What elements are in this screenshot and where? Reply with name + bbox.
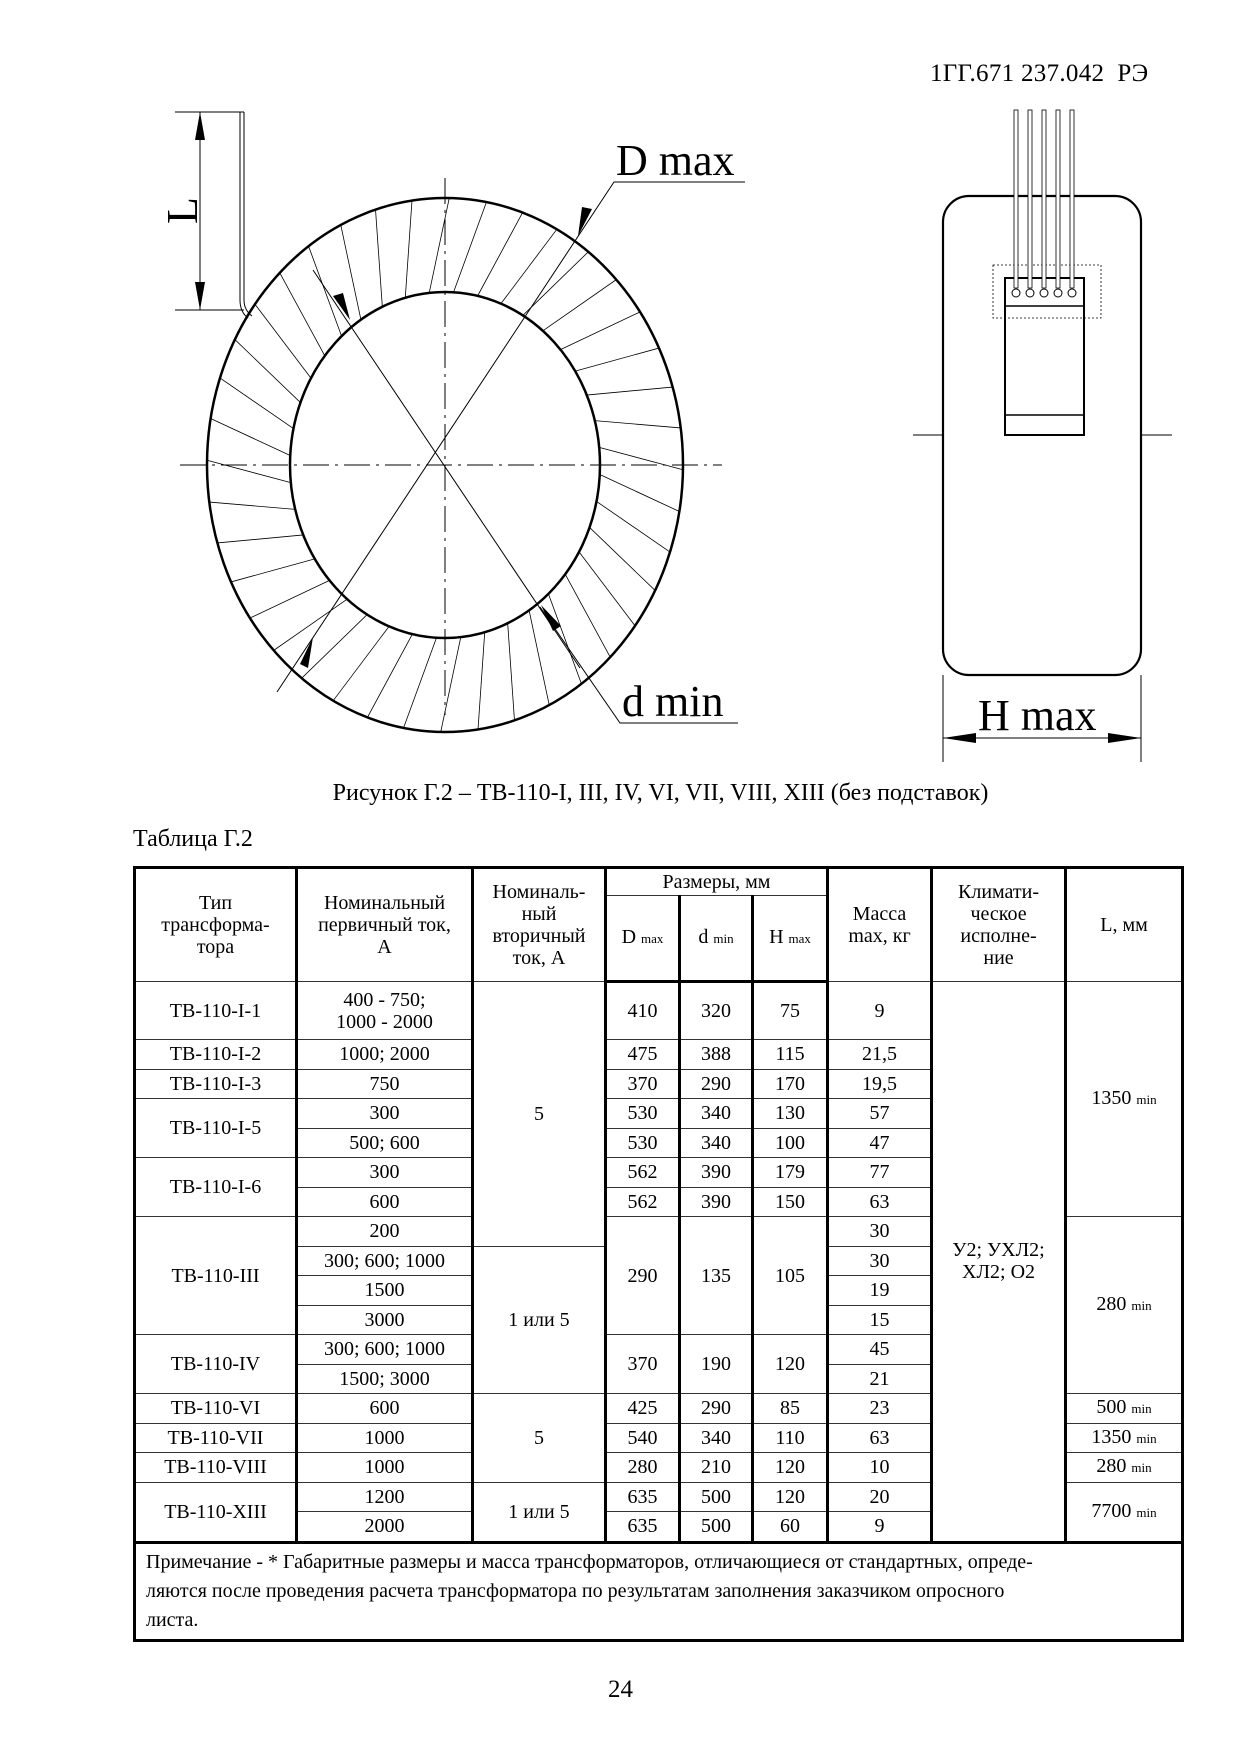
transformer-drawing [0,0,1241,780]
type-cell: ТВ-110-III [135,1217,297,1335]
secondary-current-cell: 5 [473,1394,606,1483]
type-cell: ТВ-110-I-3 [135,1069,297,1099]
d-min-cell: 190 [680,1335,753,1394]
terminal-pin [1068,289,1076,297]
mass-cell: 30 [828,1246,932,1276]
primary-current-cell: 300; 600; 1000 [297,1246,473,1276]
type-cell: ТВ-110-VI [135,1394,297,1424]
winding-segment-line [529,610,549,705]
winding-segment-line [560,312,640,350]
terminal-pin [1054,289,1062,297]
h-max-cell: 130 [753,1099,828,1129]
d-min-cell: 290 [680,1394,753,1424]
lead-wire [1028,110,1032,288]
h-max-cell: 100 [753,1128,828,1158]
mass-cell: 21 [828,1364,932,1394]
winding-segment-line [309,246,342,336]
winding-segment-line [429,198,449,293]
mass-cell: 57 [828,1099,932,1129]
primary-current-cell: 300 [297,1158,473,1188]
length-cell: 500 min [1066,1394,1183,1424]
header-length: L, мм [1066,868,1183,982]
header-secondary-current: Номиналь- ный вторичный ток, А [473,868,606,982]
length-cell: 280 min [1066,1453,1183,1483]
primary-current-cell: 600 [297,1187,473,1217]
d-min-cell: 340 [680,1099,753,1129]
header-h-max: H max [753,896,828,982]
winding-segment-line [333,626,389,700]
type-cell: ТВ-110-VIII [135,1453,297,1483]
primary-current-cell: 750 [297,1069,473,1099]
d-max-cell: 635 [606,1482,680,1512]
type-cell: ТВ-110-I-6 [135,1158,297,1217]
mass-cell: 45 [828,1335,932,1365]
primary-current-cell: 1000 [297,1453,473,1483]
length-cell: 7700 min [1066,1482,1183,1542]
type-cell: ТВ-110-VII [135,1423,297,1453]
winding-segment-line [280,273,325,356]
length-cell: 1350 min [1066,982,1183,1217]
header-d-min: d min [680,896,753,982]
d-min-cell: 388 [680,1040,753,1070]
h-max-cell: 150 [753,1187,828,1217]
primary-current-cell: 1500; 3000 [297,1364,473,1394]
primary-current-cell: 1200 [297,1482,473,1512]
mass-cell: 9 [828,1512,932,1543]
h-max-cell: 179 [753,1158,828,1188]
mass-cell: 19,5 [828,1069,932,1099]
winding-segment-line [508,623,515,720]
h-max-cell: 105 [753,1217,828,1335]
climate-cell: У2; УХЛ2; ХЛ2; О2 [932,982,1066,1543]
h-arrow-left [943,733,976,743]
winding-segment-line [595,421,681,428]
winding-segment-line [235,340,301,403]
winding-segment-line [590,527,656,590]
h-arrow-right [1108,733,1141,743]
l-arrow-bottom [195,282,205,310]
h-max-label: H max [978,691,1097,740]
d-min-cell: 135 [680,1217,753,1335]
header-type: Тип трансформа- тора [135,868,297,982]
d-max-arrow-upper [578,207,592,236]
d-min-cell: 500 [680,1512,753,1543]
note-row [135,1542,1183,1640]
winding-segment-line [405,201,412,298]
winding-segment-line [575,348,659,371]
type-cell: ТВ-110-XIII [135,1482,297,1542]
d-max-cell: 530 [606,1099,680,1129]
h-max-cell: 120 [753,1453,828,1483]
h-max-cell: 170 [753,1069,828,1099]
l-label: L [158,197,207,224]
winding-segment-line [217,535,303,543]
mass-cell: 30 [828,1217,932,1247]
mass-cell: 63 [828,1187,932,1217]
primary-current-cell: 1000; 2000 [297,1040,473,1070]
d-max-cell: 410 [606,982,680,1040]
d-min-cell: 500 [680,1482,753,1512]
type-cell: ТВ-110-I-5 [135,1099,297,1158]
d-min-cell: 320 [680,982,753,1040]
winding-segment-line [501,229,557,303]
d-min-cell: 290 [680,1069,753,1099]
d-min-label: d min [622,677,724,726]
winding-segment-line [478,632,485,729]
d-max-cell: 370 [606,1069,680,1099]
mass-cell: 9 [828,982,932,1040]
winding-segment-line [565,574,610,657]
figure-caption: Рисунок Г.2 – ТВ-110-I, III, IV, VI, VII, VIII, XIII (без подставок) [332,780,989,806]
terminal-pin [1012,289,1020,297]
terminal-pin [1040,289,1048,297]
h-max-cell: 120 [753,1482,828,1512]
d-max-arrow-lower [300,637,313,668]
winding-segment-line [404,638,437,728]
winding-segment-line [207,460,291,482]
table-row [135,982,1183,1040]
d-min-cell: 210 [680,1453,753,1483]
toroid-front-view [175,112,745,732]
primary-current-cell: 500; 600 [297,1128,473,1158]
h-max-cell: 75 [753,982,828,1040]
d-max-cell: 562 [606,1158,680,1188]
d-max-cell: 475 [606,1040,680,1070]
header-d-max: D max [606,896,680,982]
type-cell: ТВ-110-I-1 [135,982,297,1040]
primary-current-cell: 300; 600; 1000 [297,1335,473,1365]
mass-cell: 15 [828,1305,932,1335]
primary-current-cell: 1000 [297,1423,473,1453]
lead-wire [1056,110,1060,288]
primary-current-cell: 2000 [297,1512,473,1543]
d-min-arrow-lower [541,605,561,631]
mass-cell: 10 [828,1453,932,1483]
primary-current-cell: 400 - 750; 1000 - 2000 [297,982,473,1040]
winding-segment-line [548,594,581,684]
header-climate: Климати- ческое исполне- ние [932,868,1066,982]
h-max-cell: 85 [753,1394,828,1424]
d-max-cell: 290 [606,1217,680,1335]
secondary-current-cell: 5 [473,982,606,1247]
length-cell: 1350 min [1066,1423,1183,1453]
d-max-cell: 540 [606,1423,680,1453]
toroid-side-view [913,110,1172,762]
primary-current-cell: 200 [297,1217,473,1247]
page-number: 24 [608,1676,633,1703]
d-max-cell: 370 [606,1335,680,1394]
d-min-cell: 390 [680,1158,753,1188]
winding-segment-line [209,502,295,509]
l-arrow-top [195,112,205,140]
winding-segment-line [376,210,383,307]
lead-wire [1014,110,1018,288]
winding-segment-line [600,475,680,512]
winding-segment-line [250,580,330,618]
winding-segment-line [587,387,673,395]
mass-cell: 47 [828,1128,932,1158]
h-max-cell: 60 [753,1512,828,1543]
d-max-cell: 280 [606,1453,680,1483]
d-max-cell: 425 [606,1394,680,1424]
primary-current-cell: 300 [297,1099,473,1129]
specifications-table [133,866,1184,1642]
type-cell: ТВ-110-IV [135,1335,297,1394]
header-mass: Масса max, кг [828,868,932,982]
winding-segment-line [441,637,461,732]
winding-segment-line [454,202,487,292]
primary-current-cell: 3000 [297,1305,473,1335]
d-min-cell: 390 [680,1187,753,1217]
secondary-current-cell: 1 или 5 [473,1246,606,1394]
h-max-cell: 110 [753,1423,828,1453]
winding-segment-line [599,447,683,469]
h-max-cell: 115 [753,1040,828,1070]
winding-segment-line [543,280,616,331]
document-code: 1ГГ.671 237.042 РЭ [930,60,1149,87]
type-cell: ТВ-110-I-2 [135,1040,297,1070]
length-cell: 280 min [1066,1217,1183,1394]
lead-wire [1070,110,1074,288]
primary-current-cell: 1500 [297,1276,473,1306]
h-max-cell: 120 [753,1335,828,1394]
header-primary-current: Номинальный первичный ток, А [297,868,473,982]
mass-cell: 63 [828,1423,932,1453]
terminal-pin [1026,289,1034,297]
table-title: Таблица Г.2 [133,826,253,852]
mass-cell: 77 [828,1158,932,1188]
d-max-cell: 530 [606,1128,680,1158]
mass-cell: 23 [828,1394,932,1424]
mass-cell: 19 [828,1276,932,1306]
d-max-cell: 635 [606,1512,680,1543]
mass-cell: 20 [828,1482,932,1512]
winding-segment-line [231,559,315,582]
d-max-dimension-line [277,188,610,692]
lead-wire [1042,110,1046,288]
d-min-cell: 340 [680,1128,753,1158]
d-max-cell: 562 [606,1187,680,1217]
secondary-current-cell: 1 или 5 [473,1482,606,1542]
table-note: Примечание - * Габаритные размеры и масса трансформаторов, отличающиеся от стандартных, опреде- ляются после проведения расчета трансформатора по результатам заполнения заказчиком опросного листа. [135,1542,1183,1640]
d-min-cell: 340 [680,1423,753,1453]
primary-current-cell: 600 [297,1394,473,1424]
winding-segment-line [211,419,291,456]
header-sizes: Размеры, мм [606,868,828,896]
d-max-label: D max [616,136,735,185]
d-min-arrow-upper [333,293,350,320]
mass-cell: 21,5 [828,1040,932,1070]
